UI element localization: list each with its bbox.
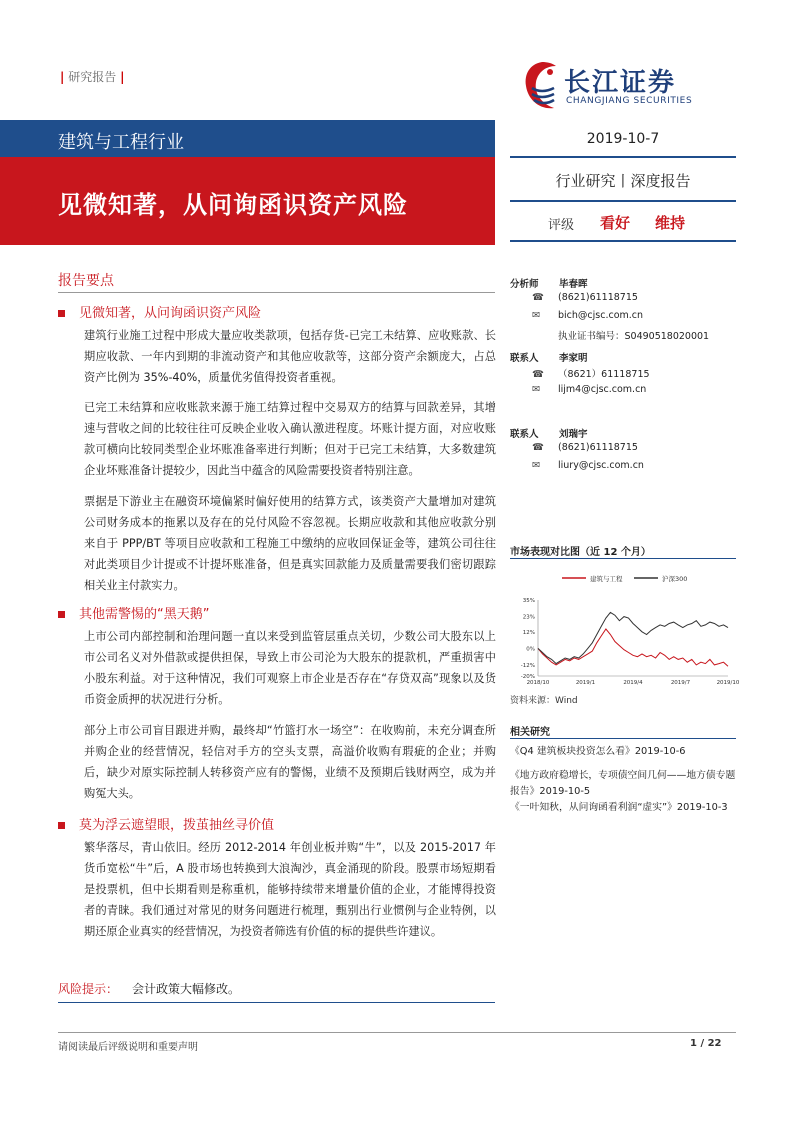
email-icon: ✉ xyxy=(532,384,540,395)
y-tick-label: -20% xyxy=(520,674,535,680)
related-item[interactable]: 《Q4 建筑板块投资怎么看》2019-10-6 xyxy=(510,746,686,757)
phone-icon: ☎ xyxy=(532,292,544,303)
related-item[interactable]: 《地方政府稳增长，专项债空间几何——地方债专题报告》2019-10-5 xyxy=(510,770,736,797)
contact-phone: （8621）61118715 xyxy=(558,369,650,380)
x-tick-label: 2019/7 xyxy=(670,680,691,686)
divider xyxy=(58,292,495,293)
y-tick-label: 12% xyxy=(522,629,535,636)
company-logo xyxy=(520,58,735,118)
paragraph: 部分上市公司盲目跟进并购，最终却“竹篮打水一场空”：在收购前，未充分调查所并购企业的经营情况，轻信对手方的空头支票，高溢价收购有瑕疵的企业；并购后，缺少对原实际控制人转移资产应有的警惕，业绩不及预期后钱财两空，成为并购冤大头。 xyxy=(84,724,496,800)
logo-text-en: CHANGJIANG SECURITIES xyxy=(566,96,693,106)
related-item[interactable]: 《一叶知秋，从问询函看利润“虚实”》2019-10-3 xyxy=(510,802,728,813)
footer-disclaimer: 请阅读最后评级说明和重要声明 xyxy=(58,1042,198,1053)
rating-action: 维持 xyxy=(655,214,686,232)
legend-label: 建筑与工程 xyxy=(590,575,623,583)
contact-role: 联系人 xyxy=(510,353,539,364)
contact-person xyxy=(510,426,736,476)
y-tick-label: 35% xyxy=(522,598,535,604)
contact-email[interactable]: lijm4@cjsc.com.cn xyxy=(558,384,647,395)
risk-text: 会计政策大幅修改。 xyxy=(132,982,241,996)
paragraph: 繁华落尽，青山依旧。经历 2012-2014 年创业板并购“牛”，以及 2015-2017 年货币宽松“牛”后，A 股市场也转换到大浪淘沙，真金涌现的阶段。股票市场短期看是投票机，但中长期看则是称重机，能够持续带来增量价值的企业，才能博得投资者的青睐。我们通过对常见的财务问题进行梳理，甄别出行业惯例与企业特例，以期还原企业真实的经营情况，为投资者筛选有价值的标的提供些许建议。 xyxy=(84,841,496,938)
bullet-icon xyxy=(58,822,65,829)
section-heading: 见微知著，从问询函识资产风险 xyxy=(58,302,261,321)
x-tick-label: 2019/1 xyxy=(575,680,596,686)
legend-label: 沪深300 xyxy=(662,575,688,583)
y-tick-label: -12% xyxy=(520,662,535,669)
series-line xyxy=(538,612,728,663)
email-icon: ✉ xyxy=(532,460,540,471)
contact-analyst xyxy=(510,276,736,346)
report-tag: | 研究报告 | xyxy=(60,70,125,84)
series-line xyxy=(538,629,728,666)
contact-role: 联系人 xyxy=(510,429,539,440)
x-tick-label: 2019/4 xyxy=(623,680,643,686)
x-tick-label: 2018/10 xyxy=(526,680,550,686)
report-title: 见微知著，从问询函识资产风险 xyxy=(58,191,408,219)
contact-name: 刘瑞宇 xyxy=(559,429,588,440)
y-tick-label: 23% xyxy=(522,614,535,621)
email-icon: ✉ xyxy=(532,310,540,321)
industry-band xyxy=(0,120,495,157)
divider xyxy=(510,738,736,739)
summary-title: 报告要点 xyxy=(58,273,114,289)
contact-phone: (8621)61118715 xyxy=(558,292,638,303)
paragraph: 上市公司内部控制和治理问题一直以来受到监管层重点关切，少数公司大股东以上市公司名义对外借款或提供担保，导致上市公司沦为大股东的提款机，严重损害中小股东利益。对于这种情况，我们可观察上市企业是否存在“存贷双高”现象以及货币资金质押的状况进行分析。 xyxy=(84,630,496,706)
x-tick-label: 2019/10 xyxy=(716,680,740,686)
section-heading: 其他需警惕的“黑天鹅” xyxy=(58,603,209,622)
license-number: 执业证书编号：S0490518020001 xyxy=(558,331,710,342)
contact-person xyxy=(510,350,736,400)
industry-name: 建筑与工程行业 xyxy=(58,132,184,153)
y-tick-label: 0% xyxy=(526,646,535,653)
related-title: 相关研究 xyxy=(510,727,550,738)
rating-value: 看好 xyxy=(600,214,631,232)
section-heading: 莫为浮云遮望眼，拨茧抽丝寻价值 xyxy=(58,814,274,833)
page-number: 1 / 22 xyxy=(690,1038,722,1049)
divider xyxy=(58,1002,495,1003)
risk-note xyxy=(58,980,241,997)
phone-icon: ☎ xyxy=(532,369,544,380)
contact-phone: (8621)61118715 xyxy=(558,442,638,453)
logo-emblem-icon xyxy=(520,58,564,114)
report-type: 行业研究丨深度报告 xyxy=(510,160,736,202)
report-date: 2019-10-7 xyxy=(510,122,736,158)
footer-divider xyxy=(58,1032,736,1033)
contact-email[interactable]: bich@cjsc.com.cn xyxy=(558,310,644,321)
contact-name: 李家明 xyxy=(559,353,588,364)
title-band xyxy=(0,157,495,245)
performance-chart xyxy=(510,566,740,688)
divider xyxy=(510,558,736,559)
contact-name: 毕春晖 xyxy=(559,279,588,290)
paragraph: 已完工未结算和应收账款来源于施工结算过程中交易双方的结算与回款差异，其增速与营收之间的比较往往可反映企业收入确认激进程度。坏账计提方面，对应收账款可横向比较同类型企业坏账准备率进行判断；但对于已完工未结算，大多数建筑企业坏账准备计提较少，因此当中蕴含的风险需要投资者特别注意。 xyxy=(84,401,496,477)
bullet-icon xyxy=(58,310,65,317)
chart-source: 资料来源：Wind xyxy=(510,696,578,706)
contact-role: 分析师 xyxy=(510,279,539,290)
paragraph: 票据是下游业主在融资环境偏紧时偏好使用的结算方式，该类资产大量增加对建筑公司财务成本的拖累以及存在的兑付风险不容忽视。长期应收款和其他应收款分别来自于 PPP/BT 等项目应收款和工程施工中缴纳的应收回保证金等，建筑公司往往对此类项目少计提或不计提坏账准备，但是真实回款能力及质量需要我们密切跟踪相关业主付款实力。 xyxy=(84,495,496,592)
rating-box xyxy=(510,204,736,242)
paragraph: 建筑行业施工过程中形成大量应收类款项，包括存货-已完工未结算、应收账款、长期应收款、一年内到期的非流动资产和其他应收款等，这部分资产余额庞大，占总资产比例为 35%-40%，质量优劣值得投资者重视。 xyxy=(84,329,496,384)
rating-label: 评级 xyxy=(548,218,575,233)
chart-title: 市场表现对比图（近 12 个月） xyxy=(510,547,651,558)
logo-text-cn: 长江证券 xyxy=(564,68,677,98)
phone-icon: ☎ xyxy=(532,442,544,453)
contact-email[interactable]: liury@cjsc.com.cn xyxy=(558,460,644,471)
risk-label: 风险提示： xyxy=(58,982,119,996)
bullet-icon xyxy=(58,611,65,618)
